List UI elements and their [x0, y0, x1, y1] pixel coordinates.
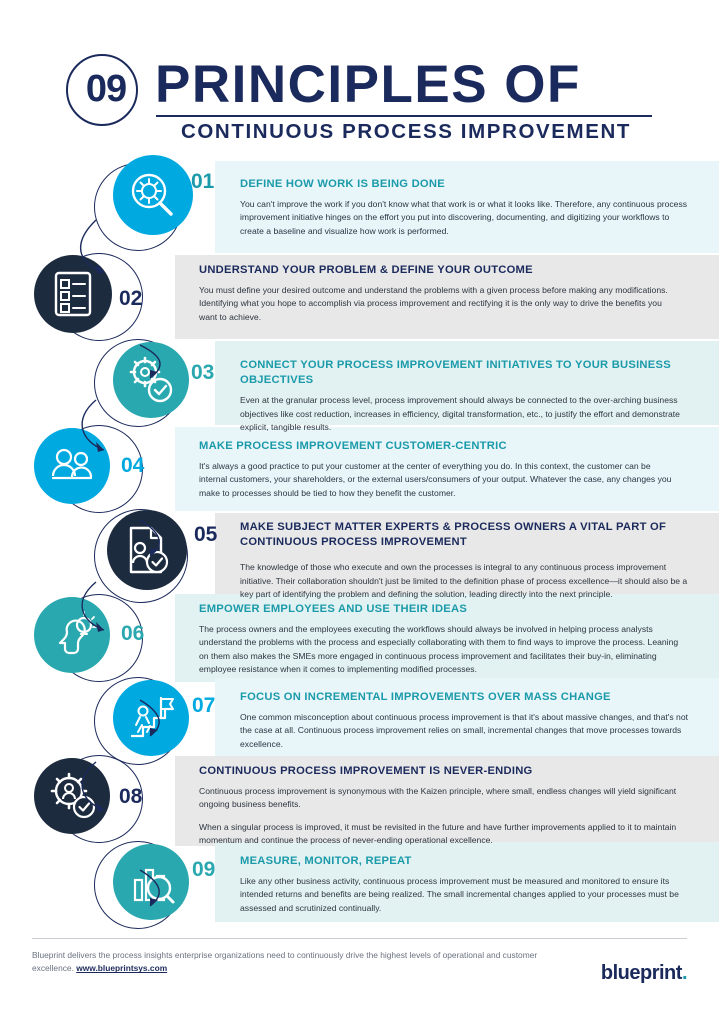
connector-arrows [0, 150, 300, 930]
principle-body-7: One common misconception about continuous process improvement is that it's about massive changes, and that's not the case at all. Continuous process improvement relies on small, incremental changes that move processes towards excellence. [240, 712, 689, 749]
page-subtitle: CONTINUOUS PROCESS IMPROVEMENT [180, 120, 632, 143]
brand-logo [601, 962, 687, 985]
principle-body-9: Like any other business activity, continuous process improvement must be measured and monitored to ensure its intended returns and benefits are being realized. The small incremental changes applied to your processes must be assessed and scrutinized continually. [240, 876, 679, 913]
principle-title-1: DEFINE HOW WORK IS BEING DONE [240, 178, 445, 190]
principle-title-3: CONNECT YOUR PROCESS IMPROVEMENT INITIATIVES TO YOUR BUSINESS OBJECTIVES [240, 359, 671, 387]
brand-accent: . [681, 962, 687, 984]
principle-body-1: You can't improve the work if you don't know what that work is or what it looks like. Therefore, any continuous process improvement initiative hinges on the effort you put into discovering, documenting, and digitizing your workflows to create a baseline and visualize how work is performed. [240, 199, 688, 236]
principle-body-3: Even at the granular process level, process improvement should always be connected to the over-arching business objectives like cost reduction, increases in efficiency, digital transformation, etc., to justify the effort and demonstrate explicit, tangible results. [240, 395, 680, 432]
principle-title-2: UNDERSTAND YOUR PROBLEM & DEFINE YOUR OUTCOME [199, 264, 533, 276]
principle-body-8a: Continuous process improvement is synonymous with the Kaizen principle, where small, endless changes will yield significant ongoing business benefits. [199, 786, 677, 810]
principle-number-5: 05 [194, 523, 218, 546]
footer-description: Blueprint delivers the process insights enterprise organizations need to continuously drive the highest levels of operational and customer excellence. [32, 950, 538, 974]
principle-number-8: 08 [119, 785, 143, 808]
footer-divider [32, 938, 687, 939]
principle-number-3: 03 [191, 361, 215, 384]
principle-number-7: 07 [192, 694, 216, 717]
principle-title-4: MAKE PROCESS IMPROVEMENT CUSTOMER-CENTRIC [199, 440, 507, 452]
principle-number-1: 01 [191, 170, 215, 193]
page-title: PRINCIPLES OF [155, 55, 581, 114]
principle-number-2: 02 [119, 287, 143, 310]
header-divider [156, 115, 652, 117]
principle-body-2: You must define your desired outcome and understand the problems with a given process before making any modifications. Identifying what you hope to accomplish via process improvement and rectifying it is the only way to drive the benefits you want to achieve. [199, 285, 668, 322]
brand-name: blueprint [600, 962, 682, 984]
principle-body-8b: When a singular process is improved, it must be revisited in the future and have further improvements applied to it to maintain momentum and continue the process of never-ending operational excellence. [199, 821, 677, 846]
principle-number-6: 06 [121, 622, 145, 645]
principle-body-5: The knowledge of those who execute and own the processes is integral to any continuous process improvement initiative. Their collaboration shouldn't just be limited to the definition phase of process excellence—it should also be a key part of identifying the problem and defining the solution, leading directly into the next principle. [240, 562, 688, 599]
principle-number-9: 09 [192, 858, 216, 881]
footer-text [32, 949, 552, 976]
principle-title-7: FOCUS ON INCREMENTAL IMPROVEMENTS OVER MASS CHANGE [240, 691, 611, 703]
principle-number-4: 04 [121, 454, 145, 477]
principle-title-9: MEASURE, MONITOR, REPEAT [240, 855, 412, 867]
principle-body-6: The process owners and the employees executing the workflows should always be involved in helping process analysts understand the problems with the process and especially collaborating with them to find ways to improve the process. Leaning on them also makes the SMEs more engaged in continuous process improvement and facilitates their buy-in, eliminating employee resistance when it comes to implementing modified processes. [199, 624, 679, 675]
principle-body-4: It's always a good practice to put your customer at the center of everything you do. In this context, the customer can be internal customers, your shareholders, or the external users/consumers of your output. Whatever the case, any changes you make to processes should be tied to how they benefit the customer. [199, 461, 672, 498]
footer-website-link[interactable]: www.blueprintsys.com [76, 963, 168, 974]
principle-title-8: CONTINUOUS PROCESS IMPROVEMENT IS NEVER-ENDING [199, 765, 533, 777]
principle-title-5: MAKE SUBJECT MATTER EXPERTS & PROCESS OWNERS A VITAL PART OF CONTINUOUS PROCESS IMPROVEMENT [240, 521, 667, 549]
principle-title-6: EMPOWER EMPLOYEES AND USE THEIR IDEAS [199, 603, 468, 615]
header-number: 09 [85, 68, 127, 110]
header [0, 28, 719, 143]
